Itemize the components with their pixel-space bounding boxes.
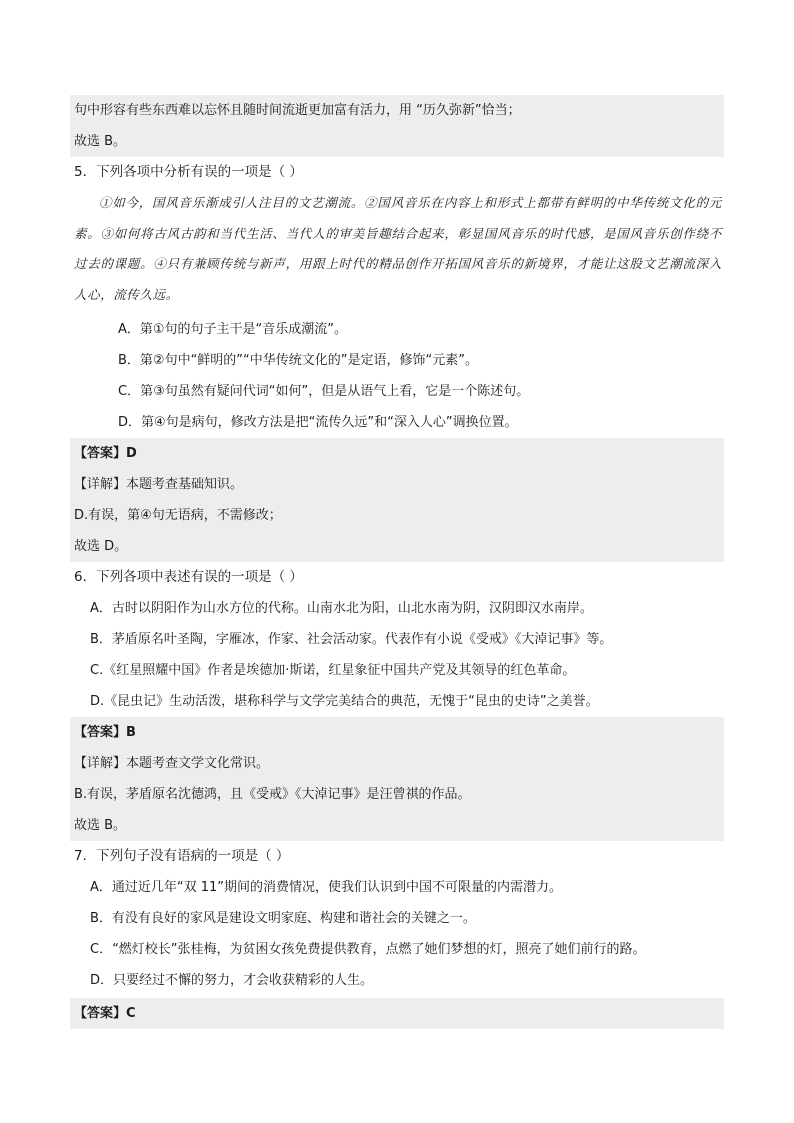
question-5-selection: 故选 D。 (70, 531, 724, 562)
explanation-line: 句中形容有些东西难以忘怀且随时间流逝更加富有活力，用 “历久弥新”恰当； (70, 95, 724, 126)
question-6-stem: 6．下列各项中表述有误的一项是（ ） (74, 569, 303, 585)
question-5-option-c: C．第③句虽然有疑问代词“如何”，但是从语气上看，它是一个陈述句。 (118, 384, 530, 399)
question-6-option-a: A．古时以阴阳作为山水方位的代称。山南水北为阳，山北水南为阴，汉阴即汉水南岸。 (90, 601, 593, 616)
question-6-explanation: B.有误，茅盾原名沈德鸿，且《受戒》《大淖记事》是汪曾祺的作品。 (70, 779, 724, 810)
question-6-answer: 【答案】B (70, 717, 724, 748)
question-7-option-a: A．通过近几年“双 11”期间的消费情况，使我们认识到中国不可限量的内需潜力。 (90, 880, 563, 895)
question-5-answer: 【答案】D (70, 438, 724, 469)
choice-line: 故选 B。 (70, 126, 724, 157)
question-5-explanation: D.有误，第④句无语病，不需修改； (70, 500, 724, 531)
question-5-option-b: B．第②句中“鲜明的”“中华传统文化的”是定语，修饰“元素”。 (118, 353, 478, 368)
question-5-option-d: D．第④句是病句，修改方法是把“流传久远”和“深入人心”调换位置。 (118, 415, 518, 430)
question-6-option-d: D.《昆虫记》生动活泼，堪称科学与文学完美结合的典范，无愧于“昆虫的史诗”之美誉。 (90, 694, 599, 709)
question-5-passage: ①如今，国风音乐渐成引人注目的文艺潮流。②国风音乐在内容上和形式上都带有鲜明的中华传统文化的元素。③如何将古风古韵和当代生活、当代人的审美旨趣结合起来，彰显国风音乐的时代感，是国风音乐创作绕不过去的课题。④只有兼顾传统与新声，用跟上时代的精品创作开拓国风音乐的新境界，才能让这股文艺潮流深入人心，流传久远。 (74, 195, 722, 302)
question-7-answer: 【答案】C (70, 998, 724, 1029)
question-7-stem: 7．下列句子没有语病的一项是（ ） (74, 848, 290, 864)
question-6-option-c: C.《红星照耀中国》作者是埃德加·斯诺，红星象征中国共产党及其领导的红色革命。 (90, 663, 576, 678)
question-6-selection: 故选 B。 (70, 810, 724, 841)
question-7-option-c: C．“燃灯校长”张桂梅，为贫困女孩免费提供教育，点燃了她们梦想的灯，照亮了她们前行的路。 (90, 942, 646, 957)
question-5-detail: 【详解】本题考查基础知识。 (70, 469, 724, 500)
question-5-option-a: A．第①句的句子主干是“音乐成潮流”。 (118, 322, 348, 337)
question-7-option-d: D．只要经过不懈的努力，才会收获精彩的人生。 (90, 973, 374, 988)
question-7-option-b: B．有没有良好的家风是建设文明家庭、构建和谐社会的关键之一。 (90, 911, 476, 926)
question-6-option-b: B．茅盾原名叶圣陶，字雁冰，作家、社会活动家。代表作有小说《受戒》《大淖记事》等。 (90, 632, 613, 647)
question-5-stem: 5．下列各项中分析有误的一项是（ ） (74, 164, 303, 180)
question-6-detail: 【详解】本题考查文学文化常识。 (70, 748, 724, 779)
